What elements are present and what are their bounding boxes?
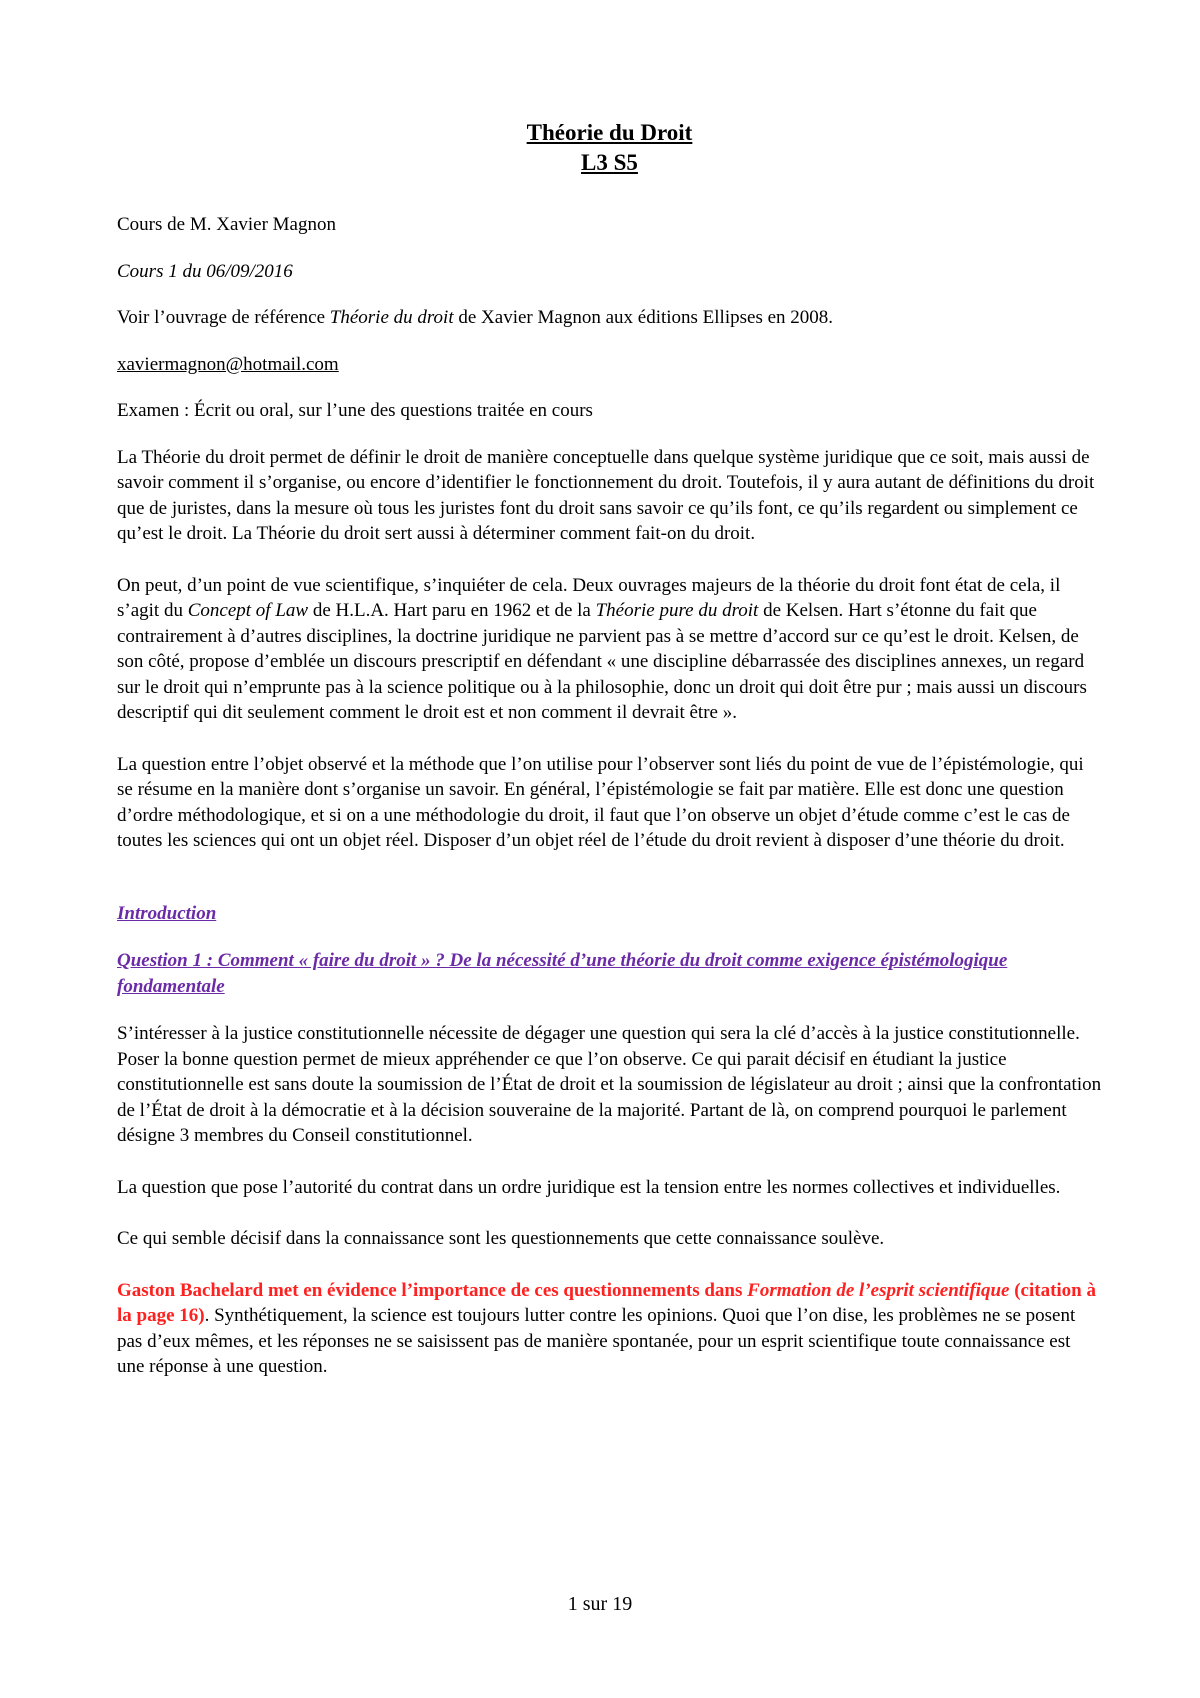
paragraph-2 bbox=[117, 573, 1102, 726]
para2-book-hart: Concept of Law bbox=[187, 600, 309, 621]
paragraph-5: La question que pose l’autorité du contrat dans un ordre juridique est la tension entre les normes collectives et individuelles. bbox=[117, 1176, 1061, 1198]
paragraph-3: La question entre l’objet observé et la méthode que l’on utilise pour l’observer sont liés du point de vue de l’épistémologie, qui se résume en la manière dont s’organise un savoir. En général, l’épistémologie se fait par matière. Elle est donc une question d’ordre méthodologique, et si on a une méthodologie du droit, il faut que l’on observe un objet d’étude comme c’est le cas de toutes les sciences qui ont un objet réel. Disposer d’un objet réel de l’étude du droit revient à disposer d’une théorie du droit. bbox=[117, 753, 1084, 851]
para2-text-a: On peut, d’un point de vue scientifique, s’inquiéter de cela. Deux ouvrages majeurs de la théorie du droit font état de cela, il s’agit du bbox=[117, 574, 1061, 621]
document-title: Théorie du Droit bbox=[526, 120, 693, 145]
email-text[interactable]: xaviermagnon@hotmail.com bbox=[117, 353, 339, 375]
exam-line: Examen : Écrit ou oral, sur l’une des questions traitée en cours bbox=[117, 400, 593, 421]
section-introduction: Introduction bbox=[117, 902, 217, 924]
email-link[interactable] bbox=[117, 352, 1102, 378]
para2-book-kelsen: Théorie pure du droit bbox=[595, 600, 759, 621]
document-subtitle: L3 S5 bbox=[581, 150, 638, 175]
para2-text-c: de H.L.A. Hart paru en 1962 et de la bbox=[308, 600, 596, 621]
page-number: 1 sur 19 bbox=[567, 1593, 633, 1615]
reference-book-title: Théorie du droit bbox=[329, 307, 454, 328]
paragraph-6: Ce qui semble décisif dans la connaissance sont les questionnements que cette connaissance soulève. bbox=[117, 1228, 885, 1249]
para2-text-e: de Kelsen. Hart s’étonne du fait que contrairement à d’autres disciplines, la doctrine juridique ne parvient pas à se mettre d’accord sur ce qu’est le droit. Kelsen, de son côté, propose d’emblée un discours prescriptif en défendant « une discipline débarrassée des disciplines annexes, un regard sur le droit qui n’emprunte pas à la science politique ou à la philosophie, donc un droit qui doit être pur ; mais aussi un discours descriptif qui dit seulement comment le droit est et non comment il devrait être ». bbox=[117, 600, 1087, 723]
para7-book-bachelard: Formation de l’esprit scientifique bbox=[747, 1279, 1010, 1301]
course-line: Cours de M. Xavier Magnon bbox=[117, 214, 336, 235]
reference-text-end: de Xavier Magnon aux éditions Ellipses en 2008. bbox=[453, 307, 834, 328]
paragraph-1: La Théorie du droit permet de définir le droit de manière conceptuelle dans quelque système juridique que ce soit, mais aussi de savoir comment il s’organise, ou encore d’identifier le fonctionnement du droit. Toutefois, il y aura autant de définitions du droit que de juristes, dans la mesure où tous les juristes font du droit sans savoir ce qu’ils font, ce qu’ils regardent ou simplement ce qu’est le droit. La Théorie du droit sert aussi à déterminer comment fait-on du droit. bbox=[117, 446, 1095, 544]
para7-text-rest: . Synthétiquement, la science est toujours lutter contre les opinions. Quoi que l’on dise, les problèmes ne se posent pas d’eux mêmes, et les réponses ne se saisissent pas de manière spontanée, pour un esprit scientifique toute connaissance est une réponse à une question. bbox=[117, 1305, 1076, 1377]
para7-red-text: Gaston Bachelard met en évidence l’importance de ces questionnements dans bbox=[117, 1279, 748, 1301]
reference-line bbox=[117, 305, 1102, 331]
paragraph-7 bbox=[117, 1278, 1102, 1380]
reference-text: Voir l’ouvrage de référence bbox=[117, 307, 330, 328]
question-1-heading: Question 1 : Comment « faire du droit » ? De la nécessité d’une théorie du droit comme exigence épistémologique fondamentale bbox=[117, 950, 1008, 997]
para7-citation: (citation à la page 16) bbox=[117, 1279, 1096, 1326]
document-page bbox=[117, 118, 1102, 1380]
session-line: Cours 1 du 06/09/2016 bbox=[117, 260, 293, 282]
paragraph-4: S’intéresser à la justice constitutionnelle nécessite de dégager une question qui sera la clé d’accès à la justice constitutionnelle. Poser la bonne question permet de mieux appréhender ce que l’on observe. Ce qui parait décisif en étudiant la justice constitutionnelle est sans doute la soumission de l’État de droit et la soumission de législateur au droit ; ainsi que la confrontation de l’État de droit à la démocratie et à la décision souveraine de la majorité. Partant de là, on comprend pourquoi le parlement désigne 3 membres du Conseil constitutionnel. bbox=[117, 1023, 1102, 1146]
